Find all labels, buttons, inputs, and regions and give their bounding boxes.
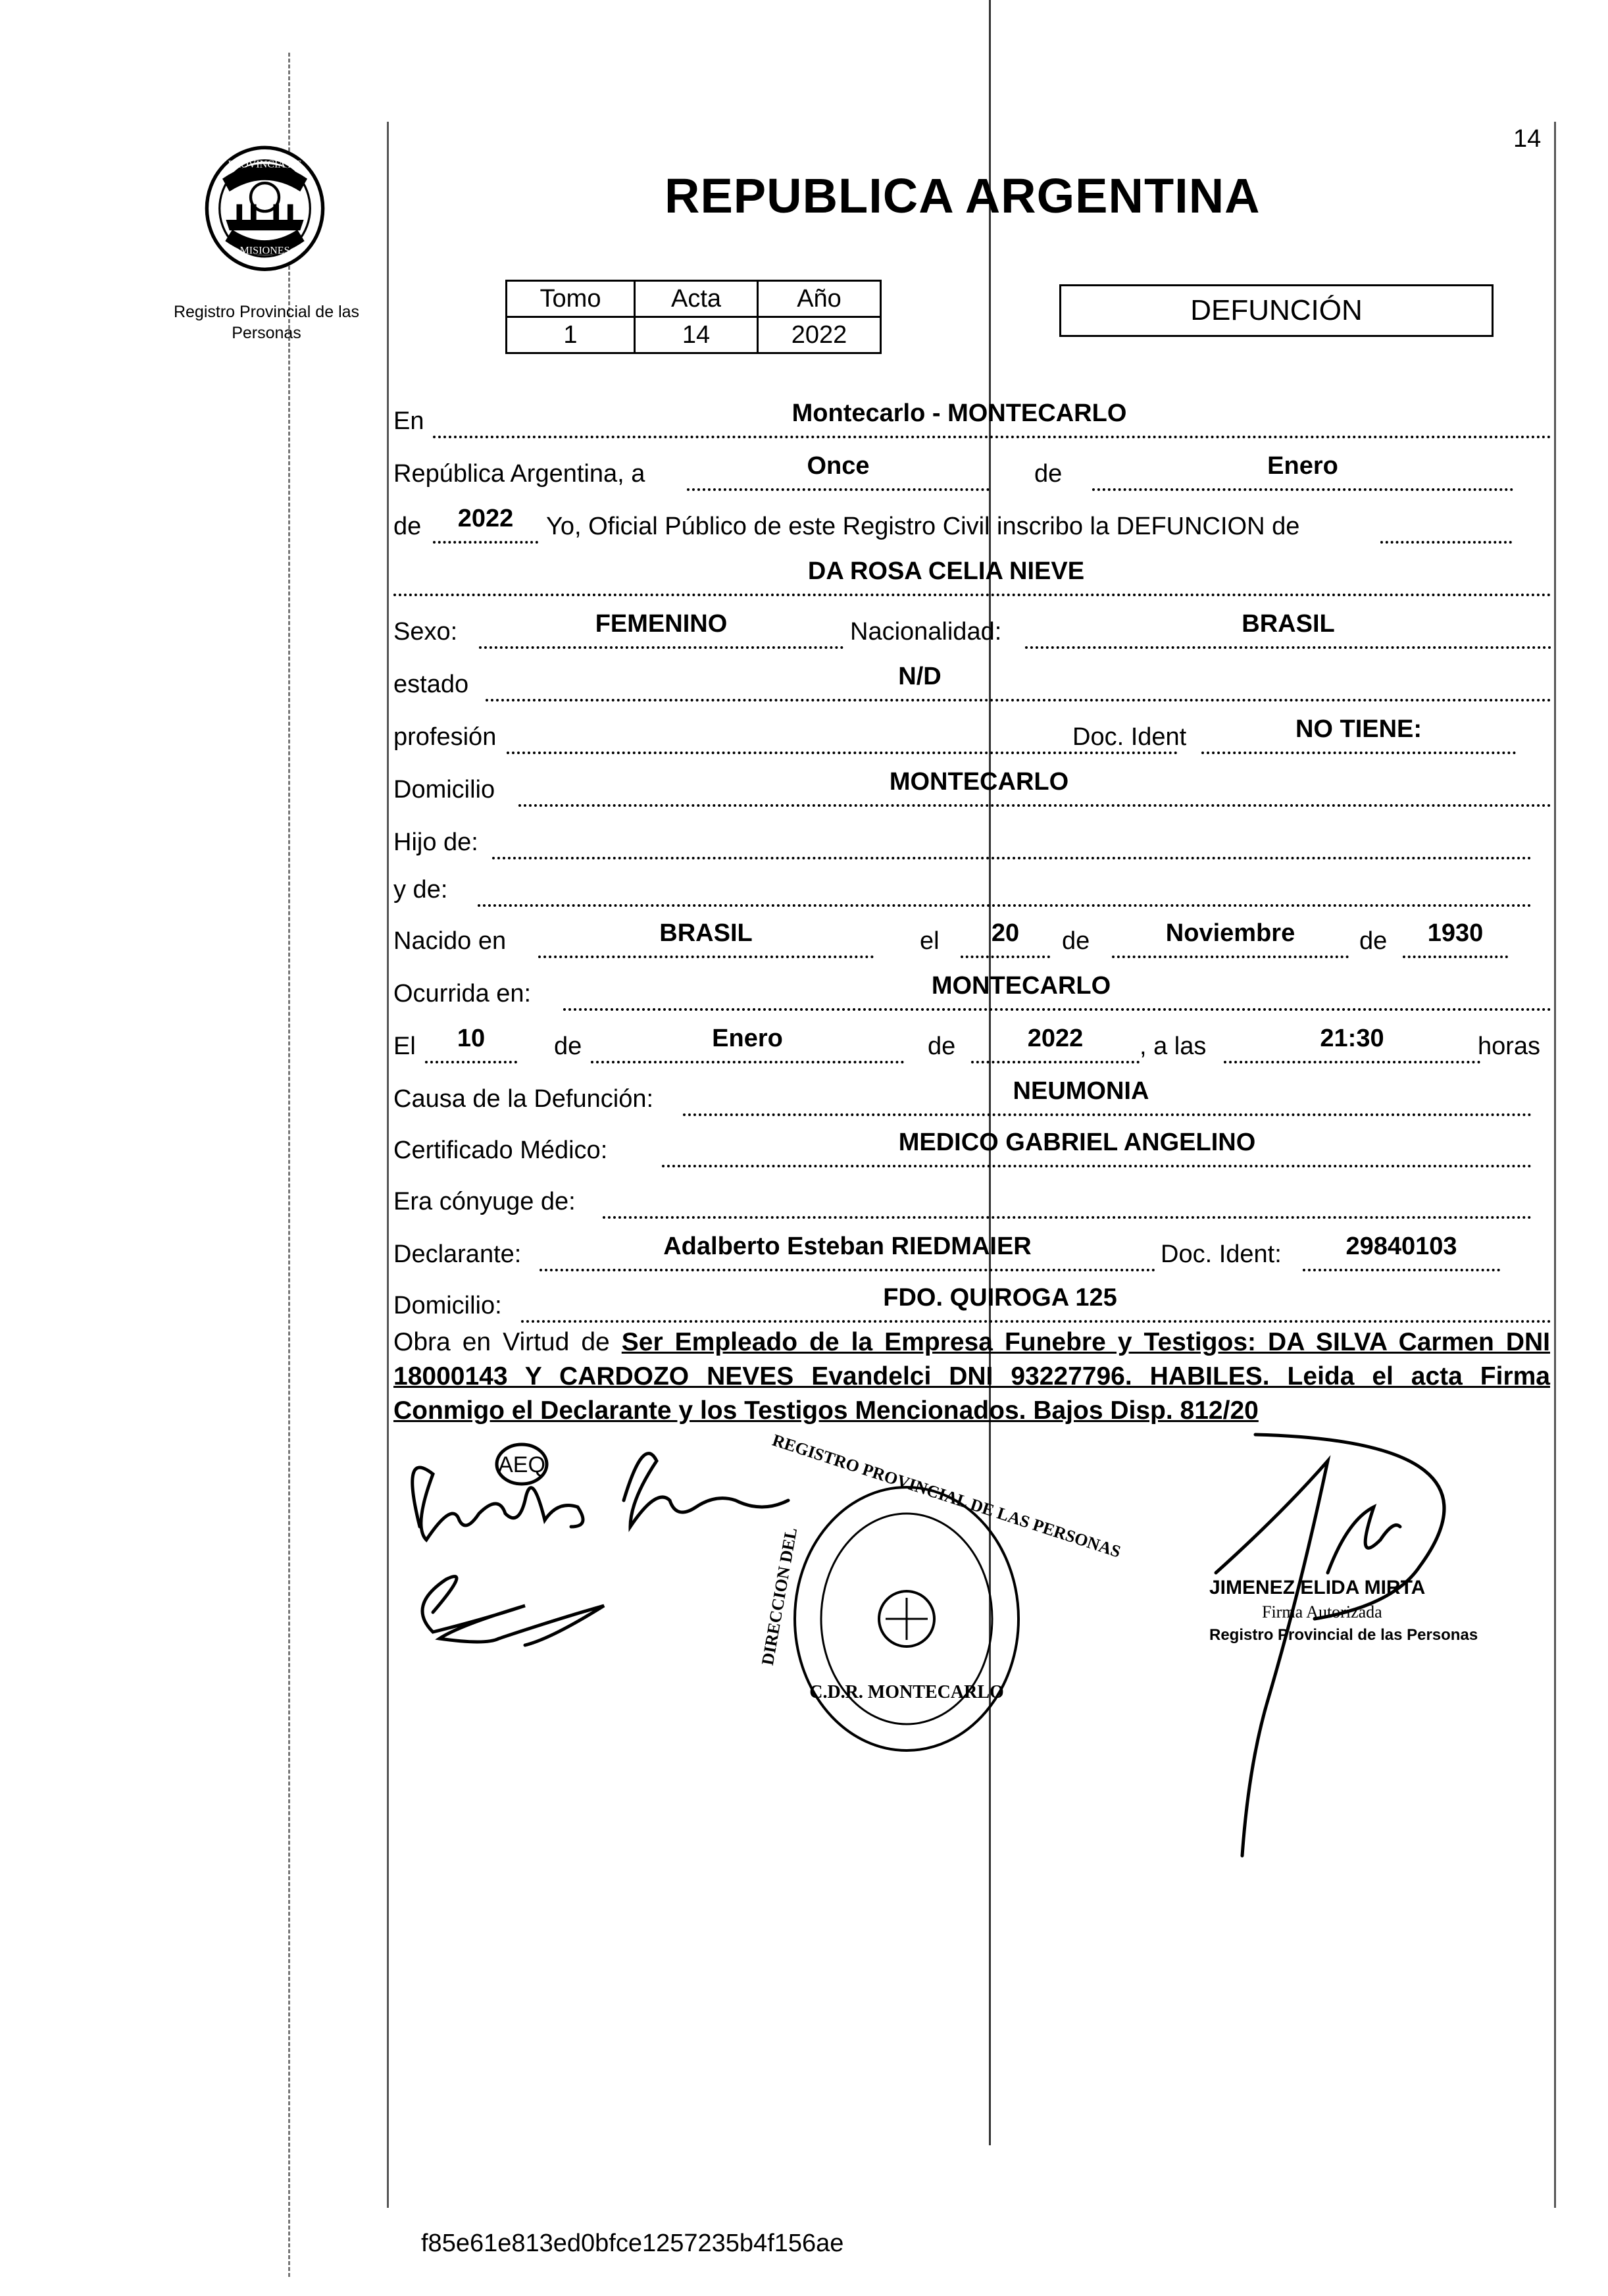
acta-header: Acta [635, 281, 758, 317]
tomo-value: 1 [507, 317, 635, 353]
def-de-label: de [554, 1033, 582, 1060]
row-conyuge [393, 1182, 1551, 1221]
row-domicilio-declarante [393, 1286, 1551, 1325]
seal-bottom-text: MISIONES [239, 245, 290, 257]
page-title: REPUBLICA ARGENTINA [665, 168, 1261, 223]
sexo-label: Sexo: [393, 618, 458, 646]
domicilio-field [518, 768, 1551, 807]
cert-value: MEDICO GABRIEL ANGELINO [898, 1129, 1256, 1156]
decl-doc-field [1303, 1233, 1500, 1271]
row-certificado [393, 1131, 1551, 1170]
left-frame-line [387, 122, 389, 2208]
hijo-field [492, 824, 1532, 859]
margin-dashed-line [288, 53, 290, 2277]
anio-field [433, 505, 538, 544]
row-yo [393, 507, 1551, 546]
yde-label: y de: [393, 876, 448, 904]
de2-label: de [393, 513, 422, 540]
registro-stamp-icon [795, 1487, 1018, 1750]
obra-label: Obra en Virtud de [393, 1328, 610, 1356]
domicilio-value: MONTECARLO [889, 768, 1069, 796]
en-field [433, 399, 1551, 438]
cert-label: Certificado Médico: [393, 1136, 608, 1164]
causa-value: NEUMONIA [1013, 1077, 1149, 1105]
nac-mes-field [1112, 919, 1349, 958]
nac-anio-value: 1930 [1427, 919, 1484, 947]
acta-value: 14 [635, 317, 758, 353]
doc-ident-field [1201, 715, 1516, 754]
nacionalidad-value: BRASIL [1242, 610, 1335, 638]
signatures-area [393, 1421, 1551, 1882]
declarant-signature [413, 1444, 788, 1645]
doc-ident-label: Doc. Ident [1072, 723, 1187, 751]
yo-text: Yo, Oficial Público de este Registro Civil inscribo la DEFUNCION de [546, 513, 1300, 540]
row-fecha-inscripcion [393, 454, 1551, 494]
row-domicilio [393, 770, 1551, 809]
tomo-acta-table [505, 280, 882, 354]
record-type-box: DEFUNCIÓN [1059, 284, 1494, 337]
nacido-label: Nacido en [393, 927, 507, 955]
mes-value: Enero [1267, 452, 1338, 480]
de-label: de [1034, 460, 1063, 488]
anio-header: Año [758, 281, 881, 317]
ocurrida-value: MONTECARLO [931, 972, 1111, 1000]
row-nacido [393, 921, 1551, 961]
yde-field [478, 871, 1532, 907]
estado-field [486, 663, 1551, 702]
sexo-value: FEMENINO [595, 610, 728, 638]
row-nombre [393, 559, 1551, 599]
yo-trailing-field [1380, 508, 1512, 544]
conyuge-label: Era cónyuge de: [393, 1188, 576, 1215]
causa-label: Causa de la Defunción: [393, 1085, 654, 1113]
stamp-ring-left-text: DIRECCION DEL [757, 1526, 801, 1667]
conyuge-field [603, 1183, 1532, 1219]
nac-dia-value: 20 [991, 919, 1020, 947]
domicilio2-value: FDO. QUIROGA 125 [883, 1284, 1117, 1312]
nac-anio-field [1403, 919, 1508, 958]
provincial-seal-icon [194, 135, 336, 276]
def-de2-label: de [928, 1033, 956, 1060]
nac-mes-value: Noviembre [1165, 919, 1295, 947]
profesion-label: profesión [393, 723, 497, 751]
row-causa [393, 1079, 1551, 1119]
nacido-field [538, 919, 874, 958]
el2-label: El [393, 1033, 416, 1060]
domicilio-label: Domicilio [393, 776, 495, 804]
anio-value: 2022 [758, 317, 881, 353]
row-fecha-defuncion [393, 1027, 1551, 1066]
declarante-value: Adalberto Esteban RIEDMAIER [663, 1233, 1032, 1260]
row-en [393, 401, 1551, 441]
declarante-field [540, 1233, 1155, 1271]
horas-label: horas [1478, 1033, 1541, 1060]
stamp-ring-text: REGISTRO PROVINCIAL DE LAS PERSONAS [770, 1430, 1124, 1562]
def-mes-field [591, 1025, 904, 1063]
hijo-label: Hijo de: [393, 829, 478, 856]
estado-label: estado [393, 671, 469, 698]
declarant-initials: AEQ [498, 1452, 545, 1477]
hora-field [1224, 1025, 1480, 1063]
el-label: el [920, 927, 940, 955]
sexo-field [479, 610, 843, 649]
dia-value: Once [807, 452, 870, 480]
nac-dia-field [961, 919, 1050, 958]
nacionalidad-label: Nacionalidad: [850, 618, 1002, 646]
seal-top-text: PROVINCIA DE [228, 159, 302, 170]
en-label: En [393, 407, 424, 435]
nombre-value: DA ROSA CELIA NIEVE [807, 557, 1085, 585]
official-signature [1216, 1435, 1444, 1856]
ocurrida-label: Ocurrida en: [393, 980, 532, 1008]
row-profesion [393, 717, 1551, 757]
en-value: Montecarlo - MONTECARLO [791, 399, 1127, 427]
nombre-field [393, 557, 1551, 596]
official-name: JIMENEZ ELIDA MIRTA [1209, 1577, 1426, 1598]
cert-field [662, 1129, 1532, 1167]
row-sexo [393, 612, 1551, 651]
right-frame-line [1554, 122, 1556, 2208]
row-yde [393, 870, 1551, 909]
doc-ident-value: NO TIENE: [1295, 715, 1422, 743]
anio-inscripcion-value: 2022 [457, 505, 514, 532]
nac-de-label: de [1062, 927, 1090, 955]
nac-de2-label: de [1359, 927, 1388, 955]
obra-paragraph [393, 1325, 1550, 1428]
decl-doc-label: Doc. Ident: [1161, 1240, 1282, 1268]
causa-field [683, 1077, 1532, 1116]
declarante-label: Declarante: [393, 1240, 522, 1268]
document-hash: f85e61e813ed0bfce1257235b4f156ae [421, 2230, 844, 2257]
row-declarante [393, 1235, 1551, 1274]
mes-field [1092, 452, 1513, 491]
row-estado [393, 665, 1551, 704]
obra-value: Ser Empleado de la Empresa Funebre y Testigos: DA SILVA Carmen DNI 18000143 Y CARDOZO NEVES Evandelci DNI 93227796. HABILES. Leida el acta Firma Conmigo el Declarante y los Testigos Mencionados. Bajos Disp. 812/20 [393, 1328, 1550, 1425]
nacionalidad-field [1025, 610, 1551, 649]
page-number: 14 [1513, 125, 1542, 153]
official-org: Registro Provincial de las Personas [1209, 1626, 1478, 1644]
hora-value: 21:30 [1320, 1025, 1384, 1052]
official-title: Firma Autorizada [1262, 1602, 1382, 1621]
domicilio2-field [521, 1284, 1551, 1323]
ocurrida-field [563, 972, 1551, 1011]
def-dia-value: 10 [457, 1025, 486, 1052]
stamp-center-text: C.D.R. MONTECARLO [809, 1682, 1004, 1702]
registro-label: Registro Provincial de las Personas [173, 303, 360, 342]
row-ocurrida [393, 974, 1551, 1013]
def-anio-value: 2022 [1027, 1025, 1084, 1052]
estado-value: N/D [898, 663, 942, 690]
row-hijo [393, 823, 1551, 862]
tomo-header: Tomo [507, 281, 635, 317]
def-dia-field [425, 1025, 517, 1063]
alas-label: , a las [1140, 1033, 1207, 1060]
republica-label: República Argentina, a [393, 460, 645, 488]
def-anio-field [971, 1025, 1140, 1063]
dia-field [687, 452, 990, 491]
decl-doc-value: 29840103 [1345, 1233, 1457, 1260]
nacido-value: BRASIL [659, 919, 753, 947]
domicilio2-label: Domicilio: [393, 1292, 502, 1319]
def-mes-value: Enero [712, 1025, 783, 1052]
